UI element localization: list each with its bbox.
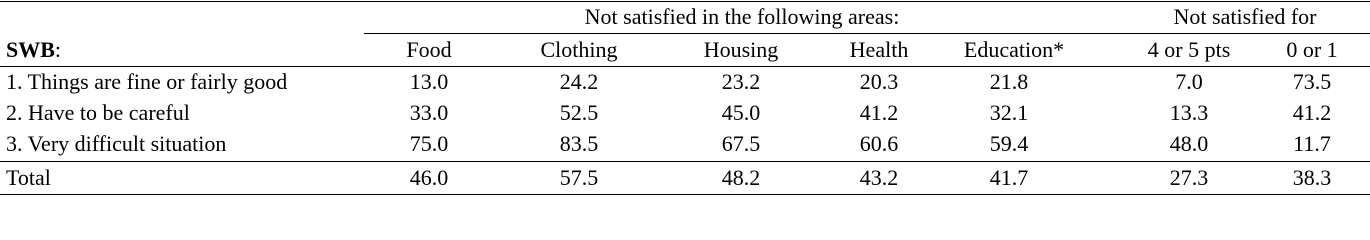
table-cell: 67.5 (721, 131, 761, 156)
table-cell: 23.2 (721, 69, 761, 94)
table-cell: 41.2 (859, 100, 899, 125)
total-top-rule (0, 161, 1370, 162)
table-cell: 73.5 (1292, 69, 1332, 94)
total-row-label: Total (6, 165, 51, 190)
bottom-rule (0, 194, 1370, 195)
total-cell: 57.5 (559, 165, 599, 190)
table-cell: 24.2 (559, 69, 599, 94)
total-cell: 46.0 (409, 165, 449, 190)
group-underline-right (1120, 33, 1370, 34)
table-cell: 21.8 (989, 69, 1029, 94)
row-header-swb (6, 35, 306, 65)
row-label-2: 2. Have to be careful (6, 100, 190, 125)
table-cell: 41.2 (1292, 100, 1332, 125)
table-cell: 45.0 (721, 100, 761, 125)
table-cell: 83.5 (559, 131, 599, 156)
table-cell: 52.5 (559, 100, 599, 125)
col-header-0-or-1: 0 or 1 (1286, 37, 1338, 62)
total-cell: 38.3 (1292, 165, 1332, 190)
col-header-4-or-5-pts: 4 or 5 pts (1147, 37, 1231, 62)
table-cell: 13.3 (1169, 100, 1209, 125)
col-header-health: Health (849, 37, 909, 62)
table-cell: 59.4 (989, 131, 1029, 156)
total-cell: 43.2 (859, 165, 899, 190)
table-cell: 60.6 (859, 131, 899, 156)
table-cell: 75.0 (409, 131, 449, 156)
table-cell: 20.3 (859, 69, 899, 94)
table-cell: 33.0 (409, 100, 449, 125)
total-cell: 41.7 (989, 165, 1029, 190)
col-header-housing: Housing (703, 37, 779, 62)
table-cell: 11.7 (1293, 131, 1331, 156)
total-cell: 27.3 (1169, 165, 1209, 190)
col-header-food: Food (406, 37, 452, 62)
table-cell: 13.0 (409, 69, 449, 94)
row-label-3: 3. Very difficult situation (6, 131, 227, 156)
swb-label: SWB (6, 37, 55, 62)
col-header-clothing: Clothing (540, 37, 618, 62)
group-header-not-satisfied-for: Not satisfied for (1173, 4, 1317, 29)
table-cell: 32.1 (989, 100, 1029, 125)
total-cell: 48.2 (721, 165, 761, 190)
row-label-1: 1. Things are fine or fairly good (6, 69, 288, 94)
table-cell: 7.0 (1175, 69, 1203, 94)
group-underline-left (364, 33, 1120, 34)
table-cell: 48.0 (1169, 131, 1209, 156)
group-header-not-satisfied-areas: Not satisfied in the following areas: (584, 4, 900, 29)
col-header-education: Education* (963, 37, 1065, 62)
swb-colon: : (54, 37, 62, 62)
